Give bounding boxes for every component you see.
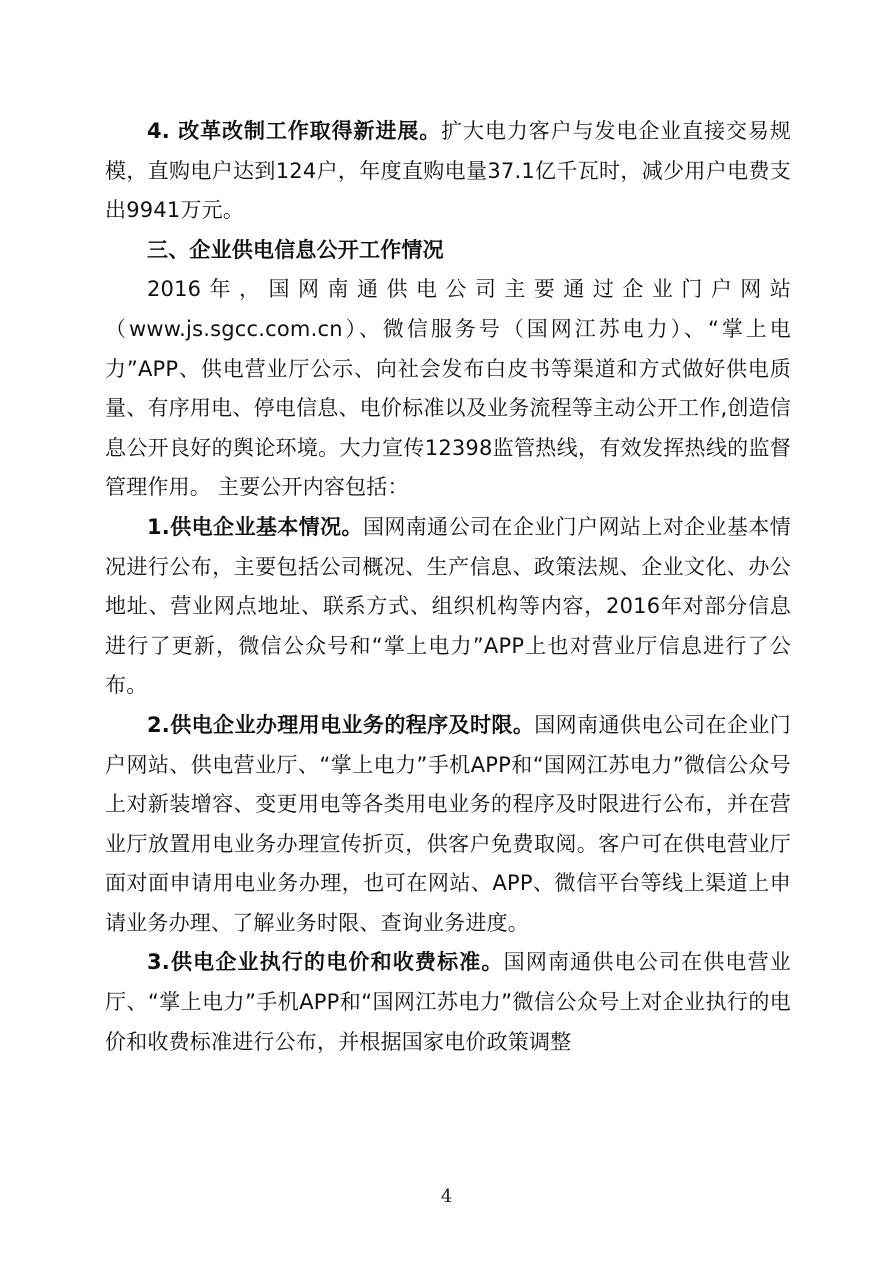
paragraph-lead: 3.供电企业执行的电价和收费标准。 [147,950,504,975]
paragraph-reform-progress [105,112,791,231]
paragraph-text: 国网南通供电公司在供电营业厅、“掌上电力”手机APP和“国网江苏电力”微信公众号上对企业执行的电价和收费标准进行公布，并根据国家电价政策调整 [105,950,791,1054]
paragraph-business-procedures [105,706,791,944]
paragraph-text: 国网南通公司在企业门户网站上对企业基本情况进行公布，主要包括公司概况、生产信息、政策法规、企业文化、办公地址、营业网点地址、联系方式、组织机构等内容，2016年对部分信息进行了更新，微信公众号和“掌上电力”APP上也对营业厅信息进行了公布。 [105,514,791,698]
paragraph-disclosure-overview [105,270,791,508]
paragraph-lead: 2.供电企业办理用电业务的程序及时限。 [147,712,535,737]
paragraph-tariff-standards [105,943,791,1062]
page-number: 4 [440,1186,453,1207]
paragraph-lead: 4. 改革改制工作取得新进展。 [147,119,442,143]
paragraph-text: 2016年，国网南通供电公司主要通过企业门户网站（www.js.sgcc.com.cn）、微信服务号（国网江苏电力）、“掌上电力”APP、供电营业厅公示、向社会发布白皮书等渠道和方式做好供电质量、有序用电、停电信息、电价标准以及业务流程等主动公开工作,创造信息公开良好的舆论环境。大力宣传12398监管热线，有效发挥热线的监督管理作用。 主要公开内容包括： [105,277,791,500]
paragraph-text: 扩大电力客户与发电企业直接交易规模，直购电户达到124户，年度直购电量37.1亿千瓦时，减少用户电费支出9941万元。 [105,119,791,223]
paragraph-text: 国网南通供电公司在企业门户网站、供电营业厅、“掌上电力”手机APP和“国网江苏电力”微信公众号上对新装增容、变更用电等各类用电业务的程序及时限进行公布，并在营业厅放置用电业务办理宣传折页，供客户免费取阅。客户可在供电营业厅面对面申请用电业务办理，也可在网站、APP、微信平台等线上渠道上申请业务办理、了解业务时限、查询业务进度。 [105,712,792,935]
document-body [105,112,791,1062]
section-heading-info-disclosure: 三、企业供电信息公开工作情况 [147,237,444,262]
paragraph-lead: 1.供电企业基本情况。 [147,514,363,539]
paragraph-basic-info [105,508,791,706]
